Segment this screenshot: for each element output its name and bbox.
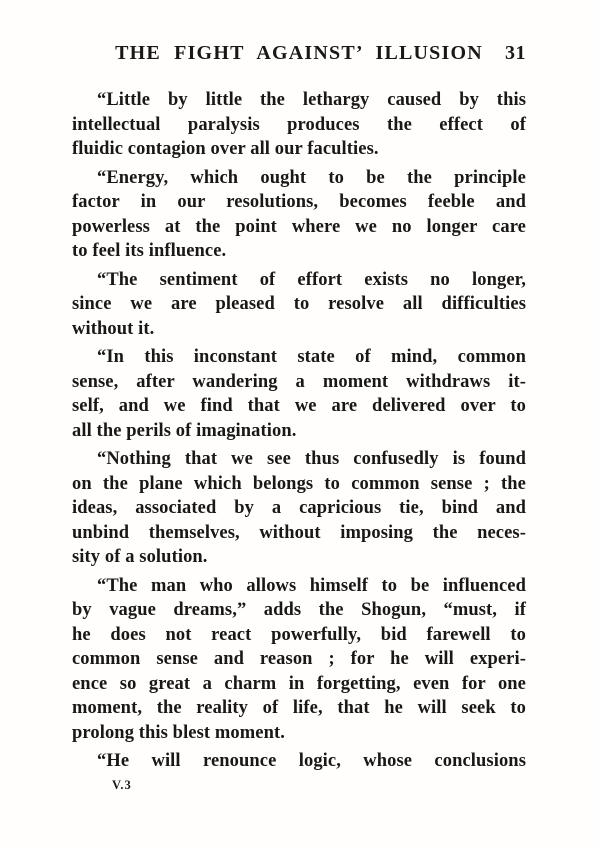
paragraph xyxy=(72,345,526,443)
paragraph xyxy=(72,447,526,570)
text-line: “Energy, which ought to be the principle xyxy=(97,167,526,188)
paragraph xyxy=(72,88,526,162)
paragraph xyxy=(72,268,526,342)
chapter-title: THE FIGHT AGAINST’ ILLUSION xyxy=(115,42,483,64)
text-line: since we are pleased to resolve all difficulties xyxy=(72,294,526,314)
text-line: ence so great a charm in forgetting, even for one xyxy=(72,673,526,694)
text-line: factor in our resolutions, becomes feeble and xyxy=(72,192,526,212)
text-line: powerless at the point where we no longer care xyxy=(72,216,526,237)
text-line: unbind themselves, without imposing the neces- xyxy=(72,522,526,543)
running-head xyxy=(72,42,526,70)
text-line: “Little by little the lethargy caused by this xyxy=(97,90,526,110)
text-line: sity of a solution. xyxy=(72,547,208,567)
text-line: prolong this blest moment. xyxy=(72,722,285,743)
signature-mark: V.3 xyxy=(112,777,132,792)
text-line: without it. xyxy=(72,318,155,339)
text-line: “Nothing that we see thus confusedly is found xyxy=(97,449,526,469)
text-line: fluidic contagion over all our faculties. xyxy=(72,139,379,159)
text-line: intellectual paralysis produces the effect of xyxy=(72,114,526,135)
text-line: “The man who allows himself to be influenced xyxy=(97,575,526,596)
text-line: to feel its influence. xyxy=(72,241,227,261)
text-line: by vague dreams,” adds the Shogun, “must, if xyxy=(72,600,526,620)
text-line: common sense and reason ; for he will experi- xyxy=(72,649,526,669)
text-line: all the perils of imagination. xyxy=(72,420,297,441)
text-line: “He will renounce logic, whose conclusions xyxy=(97,751,526,771)
paragraph xyxy=(72,749,526,774)
text-line: ideas, associated by a capricious tie, bind and xyxy=(72,498,526,518)
text-line: moment, the reality of life, that he will seek to xyxy=(72,698,526,718)
text-line: “The sentiment of effort exists no longer, xyxy=(97,269,526,290)
paragraph xyxy=(72,166,526,264)
text-line: “In this inconstant state of mind, common xyxy=(97,347,526,367)
body-text xyxy=(72,88,526,774)
text-line: on the plane which belongs to common sense ; the xyxy=(72,473,526,494)
text-line: self, and we find that we are delivered over to xyxy=(72,396,526,416)
text-line: he does not react powerfully, bid farewell to xyxy=(72,624,526,645)
text-line: sense, after wandering a moment withdraws it- xyxy=(72,371,526,392)
paragraph xyxy=(72,574,526,746)
page-number: 31 xyxy=(505,42,526,64)
